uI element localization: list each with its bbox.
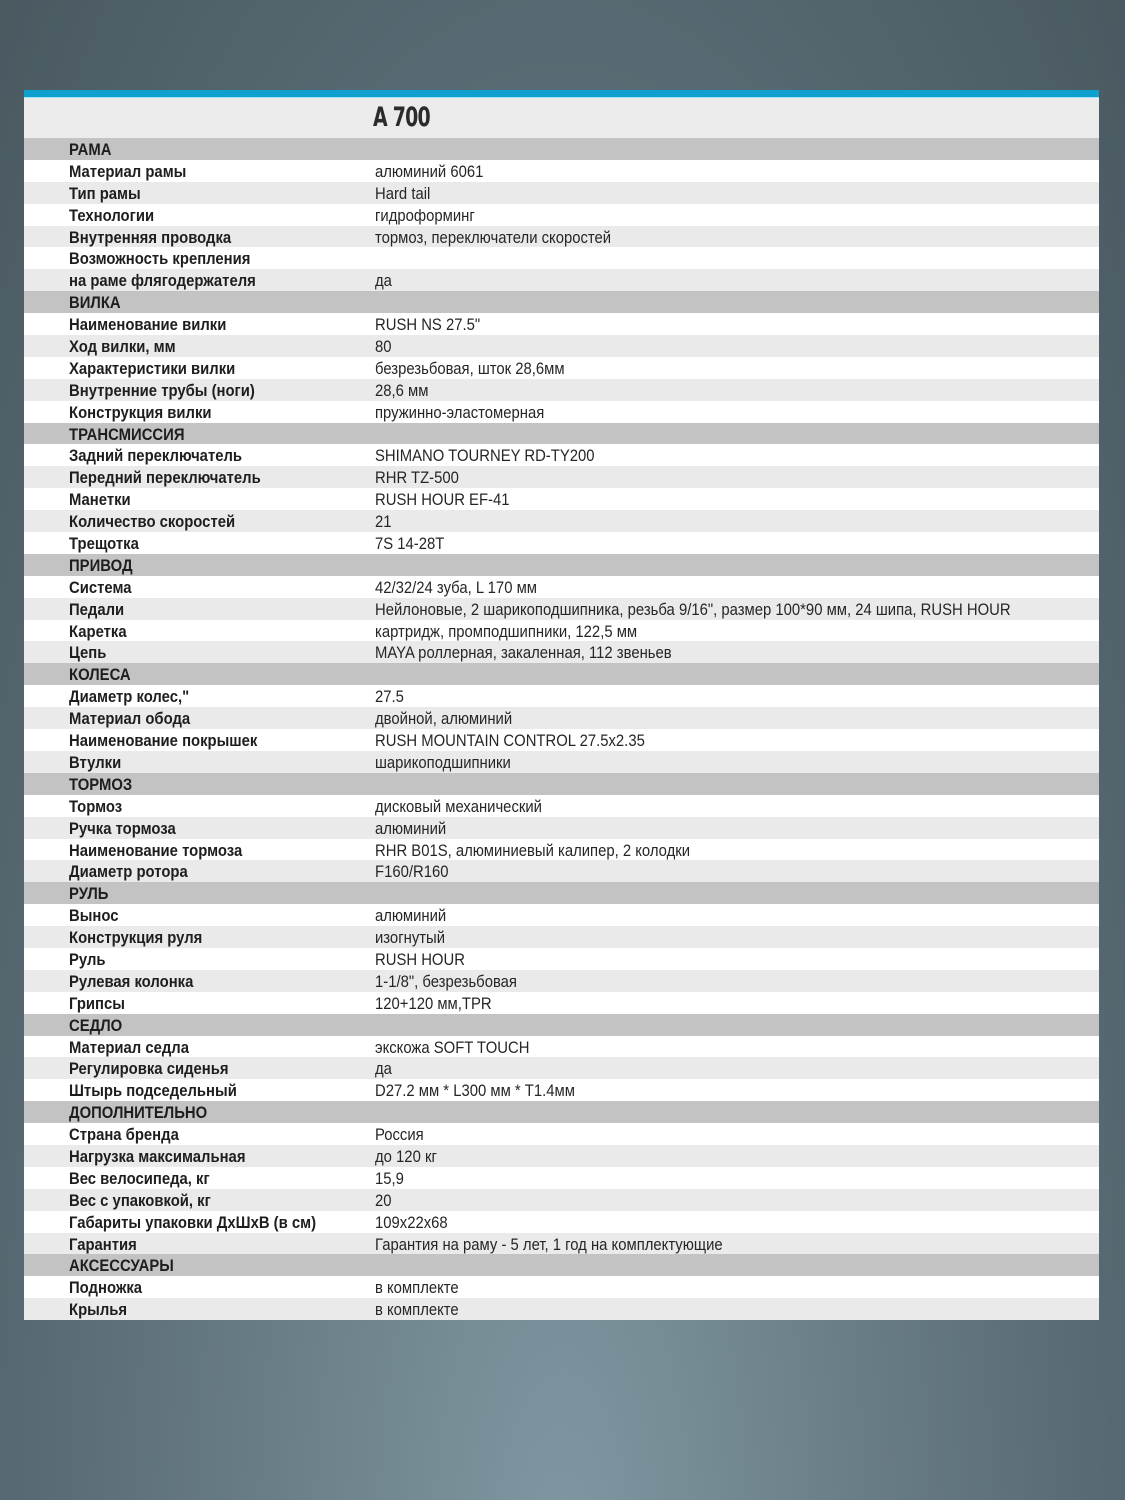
spec-value: MAYA роллерная, закаленная, 112 звеньев [375,644,672,663]
section-label: КОЛЕСА [69,666,131,685]
spec-label: Материал рамы [69,162,187,181]
spec-label: Внутренняя проводка [69,228,232,247]
spec-value: 120+120 мм,TPR [375,994,492,1013]
spec-label: Манетки [69,491,131,510]
spec-label: Штырь подседельный [69,1082,237,1101]
spec-row [24,860,1099,882]
spec-value: SHIMANO TOURNEY RD-TY200 [375,447,595,466]
spec-label: Габариты упаковки ДхШхВ (в см) [69,1213,317,1232]
spec-row [24,926,1099,948]
section-header [24,1014,1099,1036]
spec-row [24,839,1099,861]
section-label: ПРИВОД [69,556,133,575]
spec-label: Внутренние трубы (ноги) [69,381,255,400]
spec-label: Тормоз [69,797,123,816]
spec-value: 80 [375,338,392,357]
spec-row [24,795,1099,817]
spec-value: алюминий [375,907,447,926]
spec-value: 42/32/24 зуба, L 170 мм [375,578,537,597]
spec-row [24,1189,1099,1211]
spec-value: алюминий 6061 [375,162,484,181]
section-header [24,138,1099,160]
spec-row [24,620,1099,642]
spec-row [24,1057,1099,1079]
spec-label: Наименование покрышек [69,732,258,751]
spec-value: 109x22x68 [375,1213,448,1232]
spec-value: RHR B01S, алюминиевый калипер, 2 колодки [375,841,691,860]
spec-label: на раме флягодержателя [69,272,256,291]
spec-row [24,1233,1099,1255]
spec-value: 27.5 [375,688,404,707]
spec-label: Регулировка сиденья [69,1060,229,1079]
section-header [24,773,1099,795]
section-label: ВИЛКА [69,294,121,313]
spec-row [24,1276,1099,1298]
spec-value: дисковый механический [375,797,542,816]
spec-row [24,948,1099,970]
spec-value: RUSH HOUR [375,950,465,969]
spec-label: Материал седла [69,1038,190,1057]
spec-row [24,357,1099,379]
spec-label: Грипсы [69,994,125,1013]
spec-label: Характеристики вилки [69,359,236,378]
spec-value: алюминий [375,819,447,838]
section-label: АКСЕССУАРЫ [69,1257,174,1276]
spec-row [24,510,1099,532]
spec-label: Диаметр колес," [69,688,190,707]
model-title: A 700 [373,102,430,133]
spec-label: Втулки [69,753,122,772]
spec-value: D27.2 мм * L300 мм * T1.4мм [375,1082,575,1101]
spec-label: Задний переключатель [69,447,243,466]
spec-label: Страна бренда [69,1126,179,1145]
spec-label: Ручка тормоза [69,819,176,838]
spec-row [24,182,1099,204]
spec-label: Вес с упаковкой, кг [69,1191,211,1210]
spec-value: RUSH HOUR EF-41 [375,491,510,510]
spec-label: Трещотка [69,535,139,554]
spec-row [24,466,1099,488]
spec-label: Нагрузка максимальная [69,1147,246,1166]
spec-row [24,226,1099,248]
spec-row [24,1145,1099,1167]
spec-row [24,1167,1099,1189]
section-header [24,554,1099,576]
spec-label: Наименование вилки [69,316,227,335]
section-label: РАМА [69,141,112,159]
spec-value: двойной, алюминий [375,710,513,729]
spec-value: RUSH NS 27.5" [375,316,481,335]
spec-table [24,138,1099,1320]
spec-label: Крылья [69,1301,128,1320]
section-label: СЕДЛО [69,1016,123,1035]
spec-row [24,1211,1099,1233]
spec-value: изогнутый [375,929,446,948]
spec-value: в комплекте [375,1301,459,1320]
section-header [24,1254,1099,1276]
spec-row [24,247,1099,269]
spec-label: Подножка [69,1279,143,1298]
spec-row [24,1036,1099,1058]
spec-value: Нейлоновые, 2 шарикоподшипника, резьба 9/16", размер 100*90 мм, 24 шипа, RUSH HOUR [375,600,1011,619]
spec-label: Педали [69,600,125,619]
spec-value: экскожа SOFT TOUCH [375,1038,530,1057]
spec-row [24,817,1099,839]
spec-label: Технологии [69,206,155,225]
spec-label: Наименование тормоза [69,841,243,860]
spec-value: пружинно-эластомерная [375,403,545,422]
section-label: ТОРМОЗ [69,775,133,794]
spec-sheet [24,90,1099,1320]
spec-row [24,379,1099,401]
spec-label: Цепь [69,644,107,663]
spec-row [24,1298,1099,1320]
spec-row [24,313,1099,335]
spec-value: безрезьбовая, шток 28,6мм [375,359,565,378]
spec-label: Рулевая колонка [69,972,194,991]
spec-value: картридж, промподшипники, 122,5 мм [375,622,638,641]
spec-value: 28,6 мм [375,381,429,400]
spec-value: 21 [375,513,392,532]
spec-label: Каретка [69,622,127,641]
spec-label: Система [69,578,132,597]
spec-value: до 120 кг [375,1147,437,1166]
accent-bar [24,90,1099,98]
spec-label: Конструкция руля [69,929,203,948]
section-header [24,882,1099,904]
spec-label: Количество скоростей [69,513,236,532]
spec-row [24,532,1099,554]
spec-value: в комплекте [375,1279,459,1298]
spec-row [24,444,1099,466]
spec-value: RUSH MOUNTAIN CONTROL 27.5x2.35 [375,732,645,751]
spec-value: Гарантия на раму - 5 лет, 1 год на комплектующие [375,1235,723,1254]
spec-row [24,729,1099,751]
spec-value: RHR TZ-500 [375,469,459,488]
spec-label: Передний переключатель [69,469,261,488]
spec-label: Конструкция вилки [69,403,212,422]
spec-value: да [375,1060,392,1079]
spec-row [24,488,1099,510]
spec-row [24,1079,1099,1101]
section-header [24,291,1099,313]
spec-label: Возможность крепления [69,250,251,269]
spec-row [24,707,1099,729]
spec-value: F160/R160 [375,863,449,882]
spec-value: 7S 14-28T [375,535,445,554]
spec-row [24,160,1099,182]
spec-row [24,335,1099,357]
spec-label: Ход вилки, мм [69,338,176,357]
spec-label: Тип рамы [69,184,141,203]
spec-row [24,904,1099,926]
spec-row [24,685,1099,707]
spec-value: 15,9 [375,1169,404,1188]
section-header [24,663,1099,685]
spec-label: Вес велосипеда, кг [69,1169,210,1188]
spec-value: шарикоподшипники [375,753,511,772]
spec-row [24,576,1099,598]
spec-value: 1-1/8", безрезьбовая [375,972,517,991]
spec-label: Диаметр ротора [69,863,188,882]
section-header [24,1101,1099,1123]
spec-label: Руль [69,950,106,969]
spec-row [24,641,1099,663]
spec-row [24,1123,1099,1145]
section-label: ДОПОЛНИТЕЛЬНО [69,1104,208,1123]
spec-value: гидроформинг [375,206,475,225]
section-label: РУЛЬ [69,885,109,904]
spec-label: Гарантия [69,1235,137,1254]
spec-row [24,269,1099,291]
title-row [24,98,1099,138]
section-header [24,423,1099,445]
spec-row [24,598,1099,620]
spec-row [24,204,1099,226]
spec-row [24,751,1099,773]
spec-label: Вынос [69,907,119,926]
spec-row [24,401,1099,423]
spec-row [24,970,1099,992]
spec-label: Материал обода [69,710,191,729]
spec-value: Hard tail [375,184,431,203]
spec-value: 20 [375,1191,392,1210]
spec-row [24,992,1099,1014]
spec-value: да [375,272,392,291]
spec-value: тормоз, переключатели скоростей [375,228,612,247]
spec-value: Россия [375,1126,424,1145]
section-label: ТРАНСМИССИЯ [69,425,185,444]
